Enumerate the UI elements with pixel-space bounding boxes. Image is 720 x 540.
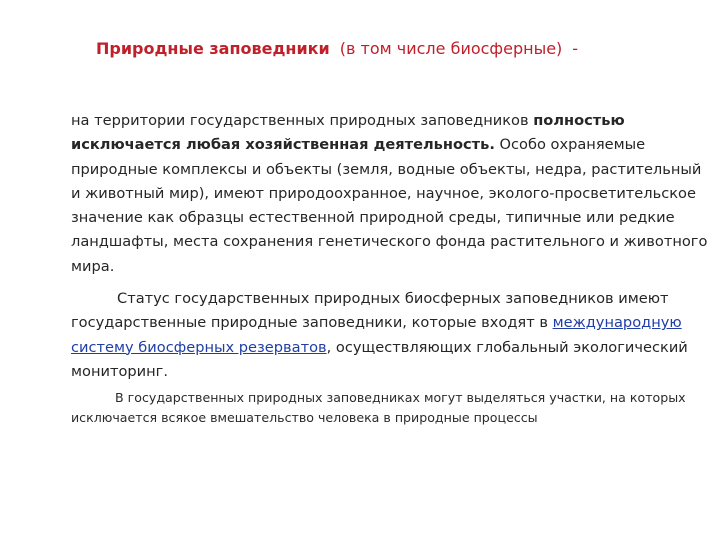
title-parenthetical: (в том числе биосферные) xyxy=(339,39,563,58)
paragraph1-bold-b: исключается любая хозяйственная деятельность. xyxy=(71,136,495,154)
paragraph2-text-a: Статус государственных природных биосферных заповедников имеют государственные природные заповедники, которые входят в xyxy=(71,290,669,332)
paragraph-restrictions xyxy=(71,109,711,279)
slide-body xyxy=(71,109,711,428)
paragraph-biosphere-status xyxy=(71,287,711,384)
title-main: Природные заповедники xyxy=(96,39,330,58)
paragraph1-text-a: на территории государственных природных заповедников xyxy=(71,112,534,129)
slide-title xyxy=(96,39,578,59)
paragraph-protected-zones: В государственных природных заповедниках могут выделяться участки, на которых исключается всякое вмешательство человека в природные процессы xyxy=(71,390,686,426)
title-dash: - xyxy=(572,39,579,58)
paragraph1-bold-a: полностью xyxy=(533,112,625,129)
paragraph2-text-b: , осуществляющих глобальный экологический мониторинг. xyxy=(71,338,688,380)
paragraph1-text-b: Особо охраняемые природные комплексы и объекты (земля, водные объекты, недра, растительный и животный мир), имеют природоохранное, научное, эколого-просветительское значение как образцы естественной природной среды, типичные или редкие ландшафты, места сохранения генетического фонда растительного и животного мира. xyxy=(71,136,708,275)
biosphere-reserves-link[interactable]: международную систему биосферных резерватов xyxy=(71,314,682,356)
